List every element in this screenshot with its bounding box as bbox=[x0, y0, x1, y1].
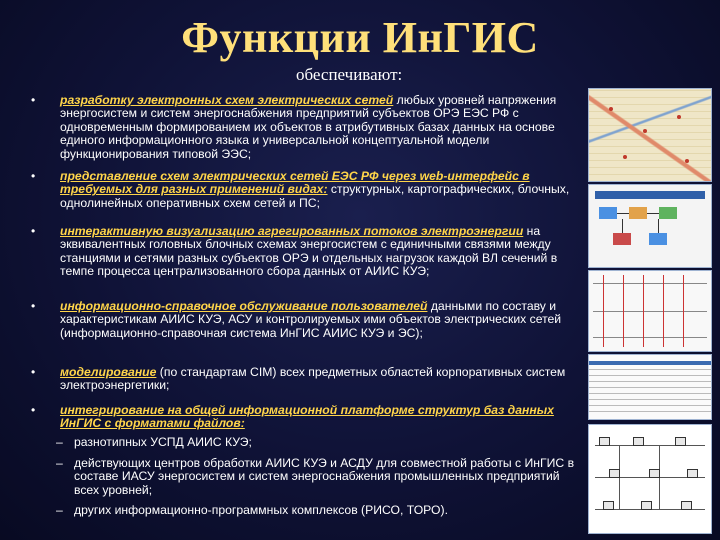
slide-title: Функции ИнГИС bbox=[181, 13, 539, 62]
list-item bbox=[31, 169, 580, 210]
item-text: любых уровней напряжения энергосистем и систем энергоснабжения предприятий субъектов ОРЭ ЕЭС РФ с одновременным формированием их объектов в атрибутивных базах данных на основе единого информационного языка и универсальной концептуальной модели функционирования типовой ЭЭС; bbox=[60, 93, 557, 161]
bullet-marker: • bbox=[31, 93, 36, 107]
network-scheme-thumbnail bbox=[588, 424, 712, 534]
bullet-marker: • bbox=[31, 169, 36, 183]
item-text: данными по составу и характеристикам АИИС КУЭ, АСУ и контролируемых ими объектов электрических сетей (информационно-справочная система ИнГИС АИИС КУЭ и ЭС); bbox=[60, 299, 562, 340]
block-scheme-thumbnail bbox=[588, 184, 712, 268]
item-highlight: представление схем электрических сетей ЕЭС РФ через web-интерфейс в требуемых для разных применений видах: bbox=[60, 169, 530, 197]
list-item bbox=[31, 93, 580, 161]
item-highlight: моделирование bbox=[60, 365, 157, 379]
sub-item-text: других информационно-программных комплексов (РИСО, ТОРО). bbox=[74, 503, 448, 517]
dash-marker: – bbox=[56, 456, 63, 470]
item-text: на эквивалентных головных блочных схемах энергосистем с единичными связями между станциями и сетями разных субъектов ОРЭ и отдельных нагрузок каждой ВЛ сечений в темпе процесса централизованного сбора данных от АИИС КУЭ; bbox=[60, 224, 558, 279]
list-item bbox=[31, 299, 580, 340]
bullet-marker: • bbox=[31, 299, 36, 313]
list-item bbox=[31, 365, 580, 393]
bullet-marker: • bbox=[31, 403, 36, 417]
sub-item-text: действующих центров обработки АИИС КУЭ и АСДУ для совместной работы с ИнГИС в составе ИАСУ энергосистем и систем энергоснабжения промышленных предприятий всех уровней; bbox=[74, 456, 575, 497]
dash-marker: – bbox=[56, 503, 63, 517]
sub-item-text: разнотипных УСПД АИИС КУЭ; bbox=[74, 435, 252, 449]
map-thumbnail bbox=[588, 88, 712, 182]
dash-marker: – bbox=[56, 435, 63, 449]
list-item bbox=[31, 403, 580, 431]
item-highlight: разработку электронных схем электрических сетей bbox=[60, 93, 394, 107]
item-text: структурных, картографических, блочных, однолинейных оперативных схем сетей и ПС; bbox=[60, 182, 570, 210]
item-highlight: информационно-справочное обслуживание пользователей bbox=[60, 299, 428, 313]
item-highlight: интерактивную визуализацию агрегированных потоков электроэнергии bbox=[60, 224, 524, 238]
bullet-marker: • bbox=[31, 224, 36, 238]
sub-list-item bbox=[56, 435, 584, 449]
list-item bbox=[31, 224, 580, 279]
item-highlight: интегрирование на общей информационной платформе структур баз данных ИнГИС с форматами файлов: bbox=[60, 403, 554, 431]
bullet-marker: • bbox=[31, 365, 36, 379]
item-text: (по стандартам CIM) всех предметных областей корпоративных систем электроэнергетики; bbox=[60, 365, 566, 393]
sub-list-item bbox=[56, 503, 584, 517]
table-thumbnail bbox=[588, 354, 712, 420]
slide-subtitle: обеспечивают: bbox=[296, 65, 403, 84]
sub-list-item bbox=[56, 456, 584, 497]
single-line-scheme-thumbnail bbox=[588, 270, 712, 352]
